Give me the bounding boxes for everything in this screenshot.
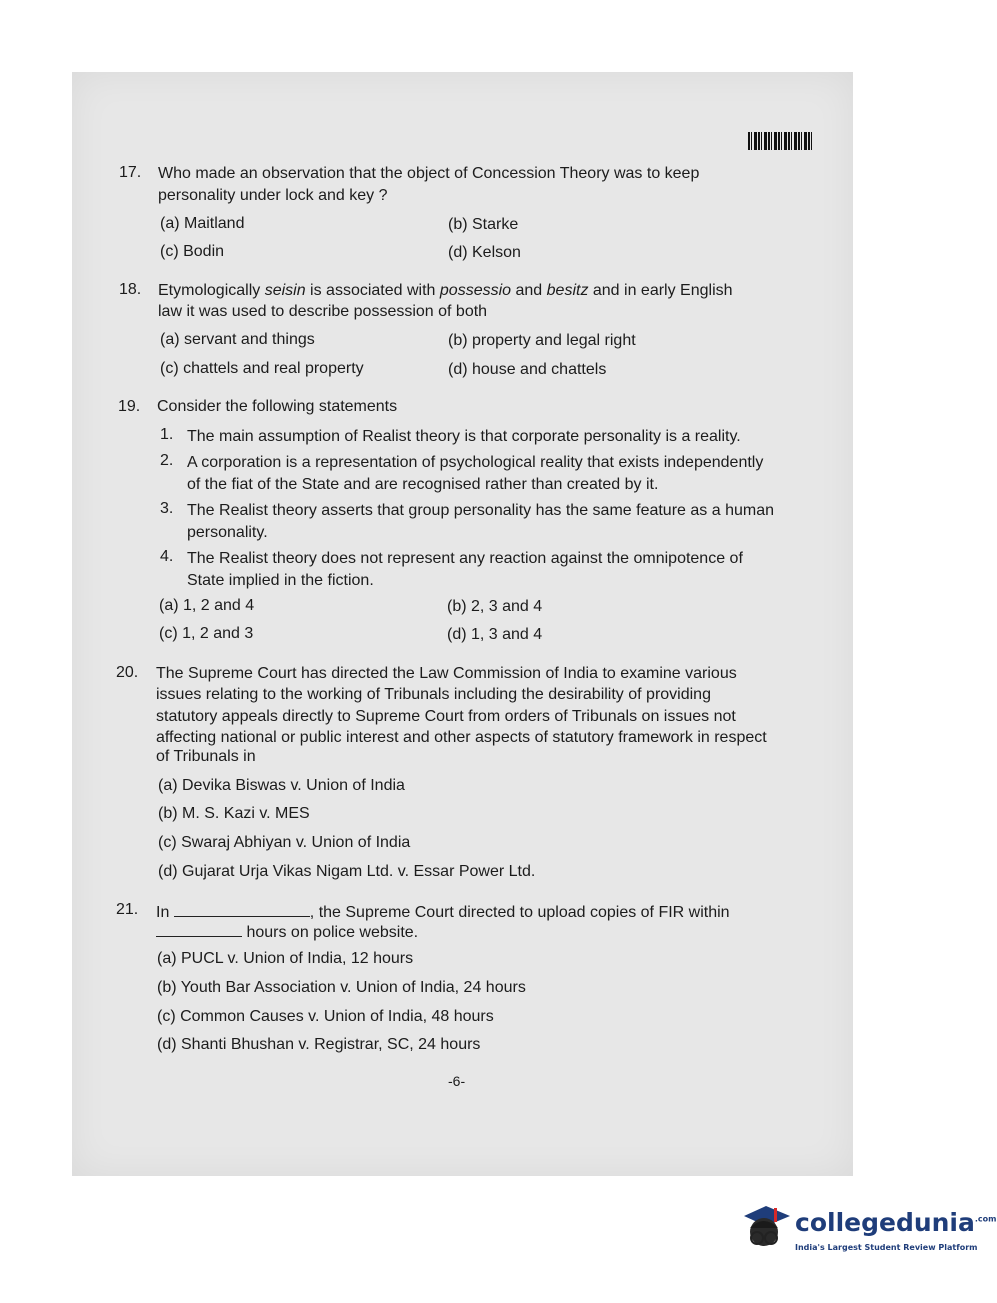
option-c: (c) chattels and real property: [160, 360, 364, 377]
question-text: of Tribunals in: [156, 748, 256, 765]
question-number: 21.: [116, 901, 139, 918]
option-d: (d) house and chattels: [448, 361, 607, 378]
option-a: (a) PUCL v. Union of India, 12 hours: [157, 950, 414, 967]
question-text: hours on police website.: [156, 922, 418, 942]
fill-blank: [174, 902, 310, 917]
question-text: In , the Supreme Court directed to upload copies of FIR within: [156, 904, 730, 921]
question-text: Consider the following statements: [157, 398, 398, 415]
brand-name: collegedunia$^{.com}$: [795, 1208, 997, 1237]
barcode: [748, 132, 814, 150]
option-d: (d) Gujarat Urja Vikas Nigam Ltd. v. Essar Power Ltd.: [158, 863, 536, 880]
question-text: Who made an observation that the object of Concession Theory was to keep: [158, 165, 700, 182]
page-number: -6-: [448, 1073, 466, 1089]
option-b: (b) M. S. Kazi v. MES: [158, 805, 310, 822]
option-a: (a) Devika Biswas v. Union of India: [158, 777, 405, 794]
option-c: (c) Swaraj Abhiyan v. Union of India: [158, 834, 411, 851]
question-number: 18.: [119, 281, 142, 298]
question-text: statutory appeals directly to Supreme Court from orders of Tribunals on issues not: [156, 708, 736, 725]
question-text: The Supreme Court has directed the Law Commission of India to examine various: [156, 665, 737, 682]
question-text: law it was used to describe possession of both: [158, 303, 488, 320]
option-a: (a) servant and things: [160, 331, 315, 348]
option-b: (b) Youth Bar Association v. Union of India, 24 hours: [157, 979, 526, 996]
fill-blank: [156, 922, 242, 937]
question-number: 17.: [119, 164, 142, 181]
option-c: (c) Common Causes v. Union of India, 48 hours: [157, 1008, 494, 1025]
option-c: (c) 1, 2 and 3: [159, 625, 254, 642]
option-a: (a) 1, 2 and 4: [159, 597, 255, 614]
option-a: (a) Maitland: [160, 215, 245, 232]
option-c: (c) Bodin: [160, 243, 225, 260]
question-text: affecting national or public interest and other aspects of statutory framework in respect: [156, 729, 767, 746]
question-number: 20.: [116, 664, 139, 681]
option-d: (d) Kelson: [448, 244, 521, 261]
option-b: (b) 2, 3 and 4: [447, 598, 543, 615]
brand-tagline: India's Largest Student Review Platform: [795, 1243, 978, 1252]
option-d: (d) Shanti Bhushan v. Registrar, SC, 24 hours: [157, 1036, 481, 1053]
question-text: issues relating to the working of Tribunals including the desirability of providing: [156, 686, 711, 703]
question-text: personality under lock and key ?: [158, 187, 388, 204]
question-number: 19.: [118, 398, 141, 415]
option-b: (b) Starke: [448, 216, 519, 233]
question-text: Etymologically seisin is associated with possessio and besitz and in early English: [158, 282, 733, 299]
option-b: (b) property and legal right: [448, 332, 636, 349]
option-d: (d) 1, 3 and 4: [447, 626, 543, 643]
